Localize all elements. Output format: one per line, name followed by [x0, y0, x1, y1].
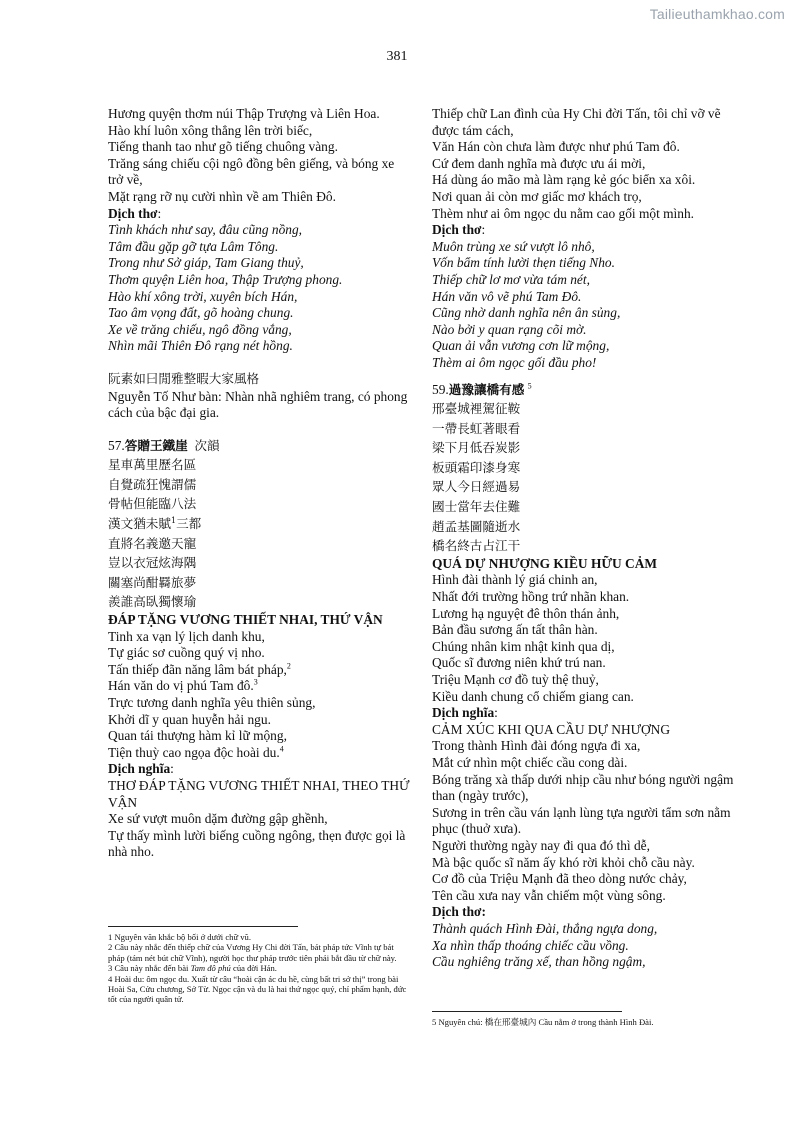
poem-line: Mặt rạng rỡ nụ cười nhìn về am Thiên Đô.	[108, 188, 336, 204]
footnotes-right	[432, 1011, 735, 1027]
verse-line: Cũng nhờ danh nghĩa nên ân sủng,	[432, 305, 621, 321]
dich-nghia-heading	[108, 761, 410, 778]
verse-line: Thiếp chữ lơ mơ vừa tám nét,	[432, 271, 590, 287]
meaning-line: Xe sứ vượt muôn dặm đường gập ghềnh,	[108, 811, 328, 827]
footnote-ref: 3	[253, 677, 258, 687]
footnote: 2 Câu này nhắc đến thiếp chữ của Vương Hy Chi đời Tấn, bát pháp tức Vĩnh tự bát pháp (tám nét bút chữ Vĩnh), người học thư pháp trước tiên phải bắt đầu từ chữ này.	[108, 942, 397, 963]
meaning-line: Tên cầu xưa nay vẫn chiếm một vùng sông.	[432, 887, 666, 903]
poem-title-han: 過豫讓橋有感	[448, 381, 525, 397]
han-line: 國士當年去住難	[432, 499, 521, 515]
transliteration-line	[108, 678, 410, 695]
han-line: 眾人今日經過易	[432, 479, 521, 495]
transliteration-line: Quan tái thượng hàm kỉ lữ mộng,	[108, 728, 287, 744]
verse-line: Nào bởi y quan rạng cõi mờ.	[432, 321, 587, 337]
verse-line: Thành quách Hình Đài, thắng ngựa dong,	[432, 920, 658, 936]
verse-line: Nhìn mãi Thiên Đô rạng nét hồng.	[108, 338, 293, 354]
transliteration-line	[108, 745, 410, 762]
han-text: 三都	[176, 516, 202, 532]
page-number: 381	[386, 49, 408, 64]
meaning-line: Cơ đồ của Triệu Mạnh đã theo dòng nước chảy,	[432, 871, 687, 887]
poem-number: 57.	[108, 437, 125, 453]
poem-title-suffix: 次韻	[194, 437, 220, 453]
right-column	[432, 106, 735, 971]
han-line: 橋名終古占江干	[432, 538, 521, 554]
comment-vi: Nguyễn Tố Như bàn: Nhàn nhã nghiêm trang, có phong cách của bậc đại gia.	[108, 388, 408, 421]
footnote: 4 Hoài du: ôm ngọc du. Xuất từ câu “hoài cận ác du hề, cùng bất tri sở thị” trong bài Hoài Sa, Cửu chương, Sở Từ. Ngọc cận và du là hai thứ ngọc quý, chỉ phẩm hạnh, đức tốt của người quân tử.	[108, 973, 407, 1005]
watermark: Tailieuthamkhao.com	[649, 6, 785, 22]
dich-tho-label: Dịch thơ	[432, 222, 482, 238]
poem-line: Tiếng thanh tao như gõ tiếng chuông vàng.	[108, 139, 338, 155]
poem-line: Hào khí luôn xông thẳng lên trời biếc,	[108, 122, 313, 138]
han-line: 板頭霜印漆身寒	[432, 459, 521, 475]
han-line: 星車萬里歷名區	[108, 457, 197, 473]
dich-tho-colon: :	[157, 205, 162, 221]
transliteration-line: Tự giác sơ cuồng quý vị nho.	[108, 645, 265, 661]
dich-tho-heading: Dịch thơ:	[432, 904, 486, 920]
dich-tho-heading	[108, 206, 410, 223]
verse-line: Muôn trùng xe sứ vượt lô nhô,	[432, 238, 595, 254]
verse-line: Thơm quyện Liên hoa, Thập Trượng phong.	[108, 271, 343, 287]
line-text: Tấn thiếp đãn năng lâm bát pháp,	[108, 661, 287, 677]
footnote-text: 3 Câu này nhắc đến bài	[108, 963, 191, 974]
transliteration-line: Trực tương danh nghĩa yêu thiên sủng,	[108, 695, 316, 710]
footnote-ref: 2	[286, 661, 291, 671]
dich-nghia-label: Dịch nghĩa	[432, 705, 495, 721]
verse-line: Thèm ai ôm ngọc gối đầu pho!	[432, 354, 597, 370]
dich-tho-colon: :	[481, 222, 486, 238]
verse-line: Vốn bẩm tính lười thẹn tiếng Nho.	[432, 255, 615, 271]
dich-tho-heading	[432, 222, 735, 239]
footnote-text: 5 Nguyên chú:	[432, 1017, 485, 1027]
transliteration-line	[108, 662, 410, 679]
poem-number: 59.	[432, 381, 449, 397]
han-text: 漢文猶未賦	[108, 516, 171, 532]
footnote-text: Cầu nằm ở trong thành Hình Đài.	[536, 1017, 654, 1027]
poem-title-han: 答贈王鐵崖	[124, 437, 188, 453]
transliteration-line: Triệu Mạnh cơ đồ tuỳ thệ thuỷ,	[432, 672, 599, 687]
verse-line: Hào khí xông trời, xuyên bích Hán,	[108, 288, 298, 304]
transliteration-line: Quốc sĩ đương niên khứ trú nan.	[432, 655, 606, 671]
footnote-ref: 5	[527, 381, 532, 391]
dich-nghia-colon: :	[170, 761, 174, 777]
left-column	[108, 106, 410, 861]
verse-line: Tâm đầu gặp gỡ tựa Lâm Tông.	[108, 238, 279, 254]
dich-nghia-colon: :	[494, 705, 498, 721]
poem-57-heading	[108, 436, 410, 456]
footnote-italic: Tam đô phú	[190, 963, 231, 974]
meaning-line: Trong thành Hình đài đóng ngựa đi xa,	[432, 738, 641, 754]
poem-title-vi: QUÁ DỰ NHƯỢNG KIỀU HỮU CẢM	[432, 555, 658, 571]
han-line: 梁下月低吞炭影	[432, 440, 521, 456]
transliteration-line: Khởi dĩ y quan huyễn hải ngu.	[108, 711, 271, 727]
footnote-text: của đời Hán.	[230, 963, 277, 974]
han-line: 一帶長虹著眼看	[432, 420, 521, 436]
transliteration-line: Kiều danh chung cổ chiếm giang can.	[432, 688, 634, 704]
dich-nghia-label: Dịch nghĩa	[108, 761, 171, 777]
poem-line: Hương quyện thơm núi Thập Trượng và Liên Hoa.	[108, 106, 380, 121]
poem-59-heading	[432, 380, 735, 400]
han-line: 關塞尚酣羇旅夢	[108, 574, 197, 590]
footnote-ref: 1	[170, 515, 177, 525]
meaning-title: THƠ ĐÁP TẶNG VƯƠNG THIẾT NHAI, THEO THỨ VẬN	[108, 777, 410, 810]
meaning-line: Mắt cứ nhìn một chiếc cầu cong dài.	[432, 754, 628, 770]
dich-nghia-heading	[432, 705, 735, 722]
transliteration-line: Nhất đới trường hồng trứ nhãn khan.	[432, 589, 630, 605]
han-line: 趙孟基圖隨逝水	[432, 518, 521, 534]
footnotes-left	[108, 926, 410, 1005]
han-line: 直將名義邀天寵	[108, 535, 197, 551]
verse-line: Quan ải vẫn vương cơn lữ mộng,	[432, 338, 610, 354]
han-line: 豈以衣冠炫海隅	[108, 555, 197, 571]
transliteration-line: Hình đài thành lý giá chinh an,	[432, 572, 598, 588]
meaning-line: Há dùng áo mão mà làm rạng kẻ góc biển xa xôi.	[432, 172, 696, 188]
verse-line: Cầu nghiêng trăng xế, than hồng ngậm,	[432, 954, 646, 970]
footnote-ref: 4	[279, 744, 284, 754]
verse-line: Tình khách như say, đâu cũng nồng,	[108, 222, 303, 238]
meaning-line: Văn Hán còn chưa làm được như phú Tam đô.	[432, 139, 680, 155]
poem-title-vi: ĐÁP TẶNG VƯƠNG THIẾT NHAI, THỨ VẬN	[108, 612, 383, 628]
dich-tho-label: Dịch thơ	[108, 205, 158, 221]
meaning-line: Mà bậc quốc sĩ năm ấy khó rời khỏi chỗ cầu này.	[432, 854, 695, 870]
transliteration-line: Tinh xa vạn lý lịch danh khu,	[108, 628, 265, 644]
han-line: 邢臺城裡駕征鞍	[432, 401, 521, 417]
meaning-line: Thèm như ai ôm ngọc du nằm cao gối một mình.	[432, 205, 695, 221]
verse-line: Hán văn vô vẽ phú Tam Đô.	[432, 288, 582, 304]
verse-line: Trong như Sở giáp, Tam Giang thuỷ,	[108, 255, 304, 271]
meaning-line: Nơi quan ải còn mơ giấc mơ khách trọ,	[432, 188, 642, 204]
footnote-han: 橋在邢臺城內	[484, 1017, 537, 1027]
footnote: 1 Nguyên văn khắc bộ bối ở dưới chữ vũ.	[108, 932, 251, 942]
footnote	[432, 1017, 735, 1027]
comment-han: 阮素如曰閒雅整暇大家風格	[108, 370, 260, 386]
verse-line: Xa nhìn thấp thoáng chiếc cầu vồng.	[432, 937, 629, 953]
line-text: Hán văn do vị phú Tam đô.	[108, 678, 254, 694]
meaning-line: Sương in trên cầu ván lạnh lùng tựa người tẩm sơn nằm phục (thuở xưa).	[432, 804, 731, 837]
meaning-title: CẢM XÚC KHI QUA CẦU DỰ NHƯỢNG	[432, 721, 671, 737]
footnote-rule	[432, 1011, 622, 1012]
han-line: 骨帖但能臨八法	[108, 496, 197, 512]
meaning-line: Tự thấy mình lười biếng cuồng ngông, thẹn được gọi là nhà nho.	[108, 827, 406, 860]
han-line: 自覺疏狂愧謂儒	[108, 476, 197, 492]
transliteration-line: Bản đầu sương ấn tất thân hàn.	[432, 622, 598, 638]
verse-line: Tao âm vọng đất, gõ hoàng chung.	[108, 305, 294, 321]
verse-line: Xe về trăng chiếu, ngô đồng vắng,	[108, 321, 292, 337]
transliteration-line: Chúng nhân kim nhật kinh qua dị,	[432, 638, 615, 654]
meaning-line: Cứ đem danh nghĩa mà được ưu ái mời,	[432, 155, 646, 171]
line-text: Tiện thuỳ cao ngọa độc hoài du.	[108, 744, 280, 760]
footnote	[108, 963, 410, 973]
meaning-line: Thiếp chữ Lan đình của Hy Chi đời Tấn, tôi chỉ vỡ vẽ được tám cách,	[432, 106, 721, 138]
poem-line: Trăng sáng chiếu cội ngô đồng bên giếng, và bóng xe trở về,	[108, 155, 395, 188]
meaning-line: Người thường ngày nay đi qua đó thì dễ,	[432, 837, 650, 853]
transliteration-line: Lương hạ nguyệt đê thôn thán ảnh,	[432, 605, 620, 621]
meaning-line: Bóng trăng xà thấp dưới nhịp cầu như bóng người ngậm than (ngày trước),	[432, 771, 734, 804]
han-line-with-note	[108, 514, 410, 534]
han-line: 羨誰高臥獨懷瑜	[108, 594, 197, 610]
footnote-rule	[108, 926, 298, 927]
